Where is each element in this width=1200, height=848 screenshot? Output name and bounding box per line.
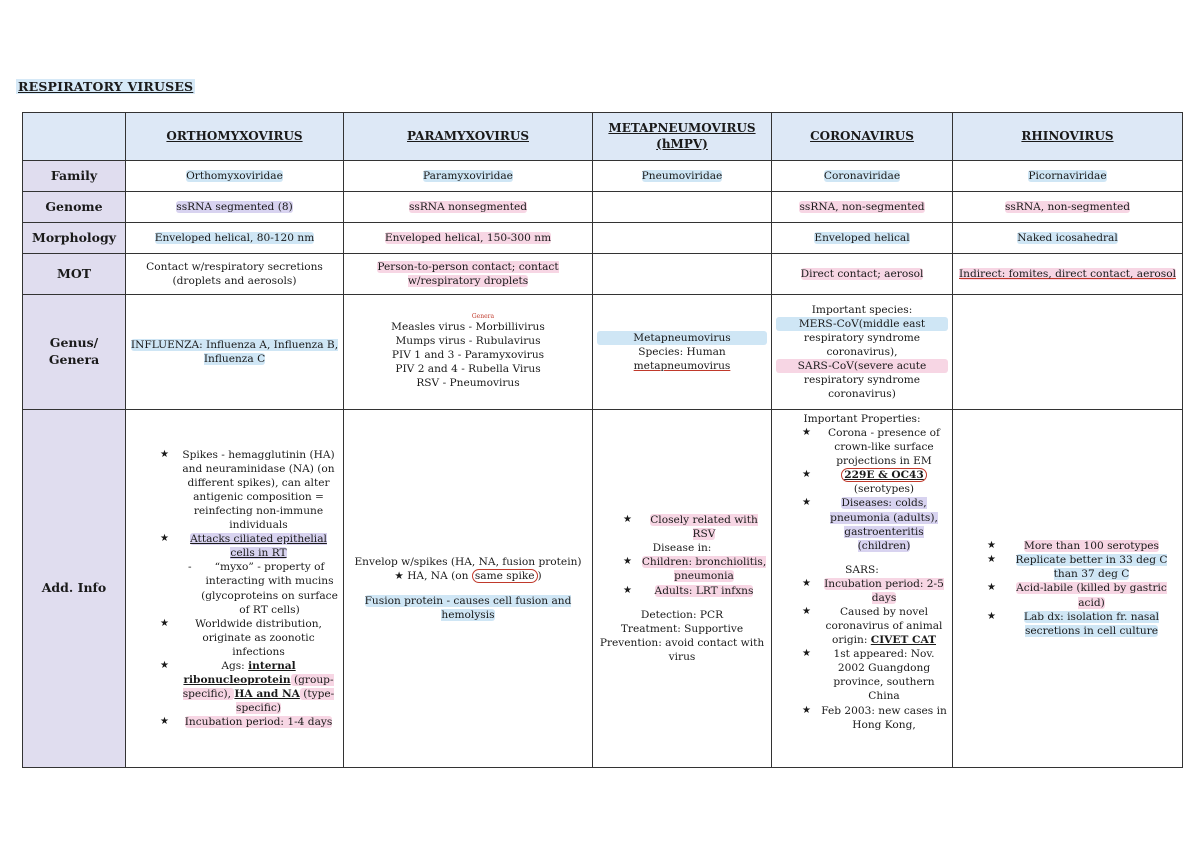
meta-line: Detection: PCR: [640, 608, 724, 621]
cell-mot-para: Person-to-person contact; contact w/respiratory droplets: [344, 254, 593, 295]
list-item: ★ Adults: LRT infxns: [641, 584, 767, 598]
col-header-rhino: RHINOVIRUS: [953, 113, 1183, 161]
para-line: Envelop w/spikes (HA, NA, fusion protein): [354, 556, 582, 569]
corona-line: SARS:: [845, 563, 879, 576]
row-addinfo: [23, 410, 1183, 768]
cell-genus-rhino: [953, 295, 1183, 410]
genus-line: Species: Human: [638, 345, 726, 358]
cell-morph-para: Enveloped helical, 150-300 nm: [344, 223, 593, 254]
list-item: ★ More than 100 serotypes: [1005, 539, 1178, 553]
meta-line: Prevention: avoid contact with virus: [599, 636, 765, 663]
genus-line: PIV 2 and 4 - Rubella Virus: [395, 363, 541, 376]
genus-line: MERS-CoV(middle east: [776, 317, 948, 331]
cell-genome-para: ssRNA nonsegmented: [344, 192, 593, 223]
cell-mot-rhino: Indirect: fomites, direct contact, aerosol: [953, 254, 1183, 295]
list-item: ★ Closely related with RSV: [641, 513, 767, 541]
row-genus: [23, 295, 1183, 410]
genus-line: metapneumovirus: [633, 360, 731, 373]
meta-line: Treatment: Supportive: [620, 622, 744, 635]
respiratory-virus-table: [22, 112, 1183, 768]
list-item: ★ Acid-labile (killed by gastric acid): [1005, 581, 1178, 609]
cell-morph-corona: Enveloped helical: [772, 223, 953, 254]
corona-line: Important Properties:: [803, 413, 921, 425]
list-item: ★ Diseases: colds, pneumonia (adults), gastroenteritis (children): [820, 496, 948, 552]
list-item: ★ Feb 2003: new cases in Hong Kong,: [820, 704, 948, 732]
row-label-addinfo: Add. Info: [23, 410, 126, 768]
row-label-family: Family: [23, 161, 126, 192]
genus-line: Measles virus - Morbillivirus: [391, 320, 545, 333]
cell-addinfo-rhino: [953, 410, 1183, 768]
list-item: ★ Ags: internal ribonucleoprotein (group-specific), HA and NA (type-specific): [178, 659, 339, 715]
cell-family-rhino: Picornaviridae: [953, 161, 1183, 192]
cell-family-para: Paramyxoviridae: [344, 161, 593, 192]
para-line: ★ HA, NA (on same spike ): [394, 570, 542, 583]
cell-genus-ortho: INFLUENZA: Influenza A, Influenza B, Influenza C: [126, 295, 344, 410]
cell-morph-meta: [593, 223, 772, 254]
genus-line: respiratory syndrome: [803, 331, 921, 344]
genus-line: Metapneumovirus: [597, 331, 767, 345]
genera-note: Genera: [471, 312, 495, 320]
genus-line: PIV 1 and 3 - Paramyxovirus: [391, 348, 545, 361]
genus-line: coronavirus),: [826, 345, 898, 358]
row-family: [23, 161, 1183, 192]
corner-cell: [23, 113, 126, 161]
genus-line: Important species:: [811, 303, 913, 316]
genus-line: Mumps virus - Rubulavirus: [395, 334, 541, 347]
cell-addinfo-para: [344, 410, 593, 768]
sub-list-item: - “myxo” - property of interacting with mucins (glycoproteins on surface of RT cells): [200, 560, 339, 616]
list-item: ★ Lab dx: isolation fr. nasal secretions in cell culture: [1005, 610, 1178, 638]
row-label-genome: Genome: [23, 192, 126, 223]
cell-genus-meta: [593, 295, 772, 410]
cell-addinfo-meta: [593, 410, 772, 768]
list-item: ★ Replicate better in 33 deg C than 37 deg C: [1005, 553, 1178, 581]
cell-genus-para: [344, 295, 593, 410]
genus-line: coronavirus): [828, 388, 896, 401]
list-item: ★ Corona - presence of crown-like surface projections in EM: [820, 426, 948, 468]
cell-family-meta: Pneumoviridae: [593, 161, 772, 192]
row-label-morphology: Morphology: [23, 223, 126, 254]
genus-line: SARS-CoV(severe acute: [776, 359, 948, 373]
genus-line: respiratory syndrome: [803, 374, 921, 387]
cell-morph-rhino: Naked icosahedral: [953, 223, 1183, 254]
col-header-ortho: ORTHOMYXOVIRUS: [126, 113, 344, 161]
cell-genome-rhino: ssRNA, non-segmented: [953, 192, 1183, 223]
cell-mot-ortho: Contact w/respiratory secretions (droplets and aerosols): [126, 254, 344, 295]
header-row: [23, 113, 1183, 161]
list-item: ★ Spikes - hemagglutinin (HA) and neuraminidase (NA) (on different spikes), can alter antigenic composition = reinfecting non-immune individuals: [178, 448, 339, 532]
cell-mot-corona: Direct contact; aerosol: [772, 254, 953, 295]
list-item: ★ Worldwide distribution, originate as zoonotic infections: [178, 617, 339, 659]
cell-family-ortho: Orthomyxoviridae: [126, 161, 344, 192]
page-title: RESPIRATORY VIRUSES: [18, 79, 194, 94]
meta-line: Disease in:: [652, 542, 712, 555]
list-item: ★ 229E & OC43 (serotypes): [820, 468, 948, 496]
row-genome: [23, 192, 1183, 223]
cell-genus-corona: [772, 295, 953, 410]
cell-genome-ortho: ssRNA segmented (8): [126, 192, 344, 223]
col-header-para: PARAMYXOVIRUS: [344, 113, 593, 161]
list-item: ★ Caused by novel coronavirus of animal origin: CIVET CAT: [820, 605, 948, 647]
row-label-genus: Genus/ Genera: [23, 295, 126, 410]
cell-mot-meta: [593, 254, 772, 295]
cell-genome-meta: [593, 192, 772, 223]
list-item: ★ 1st appeared: Nov. 2002 Guangdong province, southern China: [820, 647, 948, 703]
cell-genome-corona: ssRNA, non-segmented: [772, 192, 953, 223]
list-item: ★ Incubation period: 2-5 days: [820, 577, 948, 605]
cell-morph-ortho: Enveloped helical, 80-120 nm: [126, 223, 344, 254]
para-line: Fusion protein - causes cell fusion and hemolysis: [364, 594, 572, 621]
col-header-corona: CORONAVIRUS: [772, 113, 953, 161]
row-mot: [23, 254, 1183, 295]
list-item: ★ Attacks ciliated epithelial cells in RT - “myxo” - property of interacting with mucins (glycoproteins on surface of RT cells): [178, 532, 339, 616]
row-label-mot: MOT: [23, 254, 126, 295]
cell-family-corona: Coronaviridae: [772, 161, 953, 192]
genus-line: RSV - Pneumovirus: [416, 377, 520, 390]
cell-addinfo-ortho: [126, 410, 344, 768]
list-item: ★ Children: bronchiolitis, pneumonia: [641, 555, 767, 583]
list-item: ★ Incubation period: 1-4 days: [178, 715, 339, 729]
col-header-meta: METAPNEUMOVIRUS (hMPV): [593, 113, 772, 161]
row-morphology: [23, 223, 1183, 254]
cell-addinfo-corona: [772, 410, 953, 768]
